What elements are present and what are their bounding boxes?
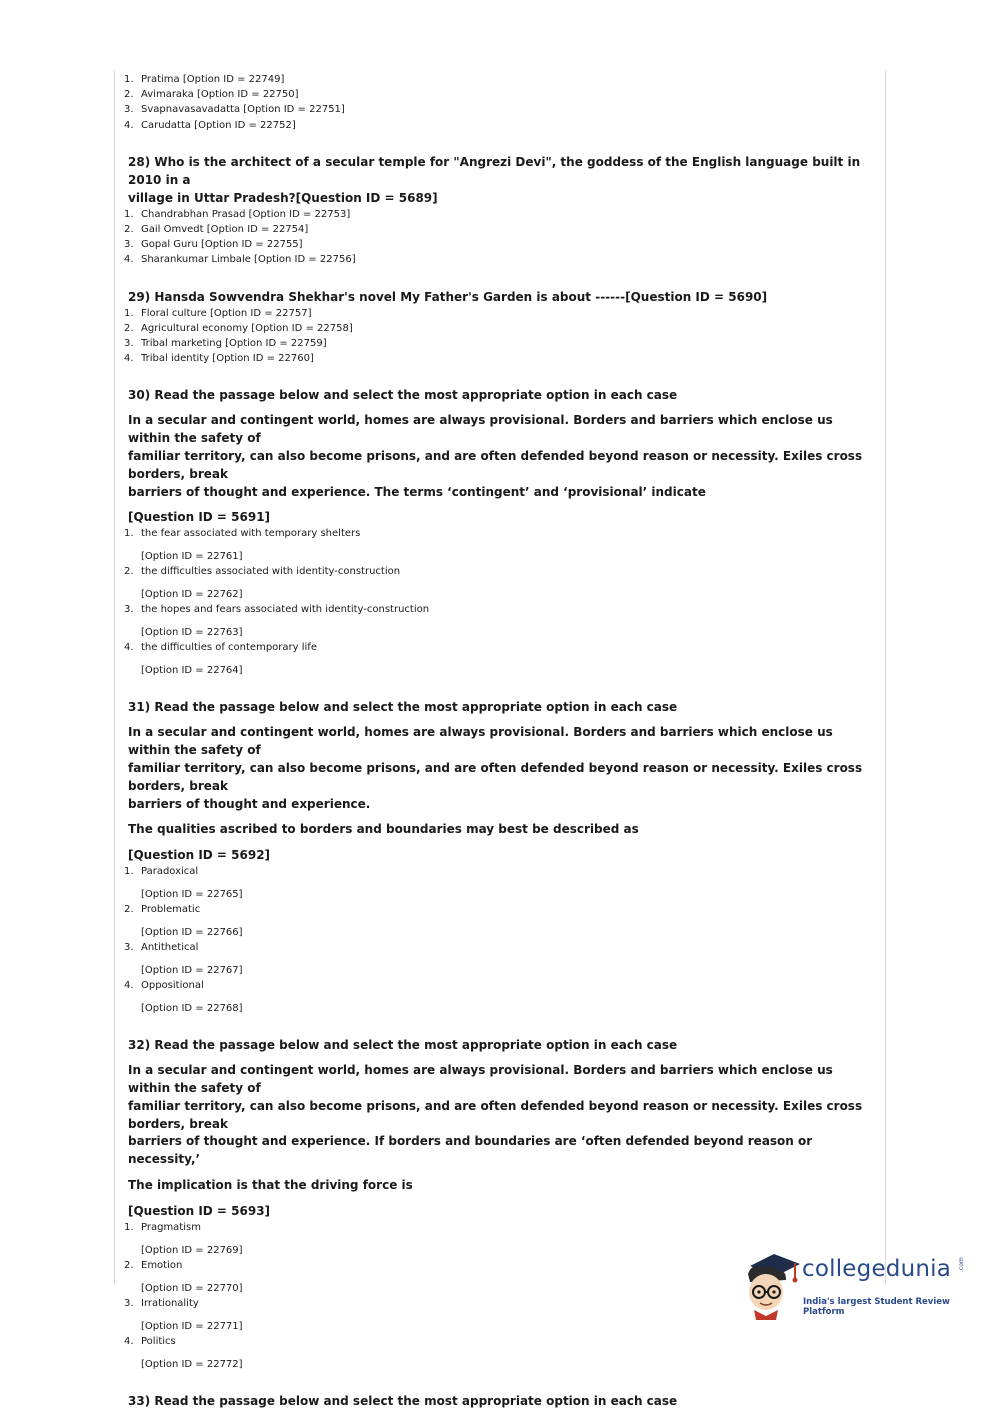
option: 4. the difficulties of contemporary life [Option ID = 22764] (124, 642, 317, 677)
options-list (124, 864, 869, 1016)
prev-question-options (124, 72, 869, 133)
option: 3. Antithetical [Option ID = 22767] (124, 942, 243, 977)
option: 4. Carudatta [Option ID = 22752] (124, 119, 296, 131)
question-30 (124, 386, 869, 678)
option: 2. Problematic [Option ID = 22766] (124, 904, 243, 939)
option: 1. Paradoxical [Option ID = 22765] (124, 866, 243, 901)
collegedunia-logo (742, 1248, 972, 1320)
question-title: 32) Read the passage below and select the most appropriate option in each case (128, 1038, 678, 1053)
document-content (124, 72, 869, 1410)
passage: In a secular and contingent world, homes are always provisional. Borders and barriers which enclose us within the safety of familiar territory, can also become prisons, and are often defended beyond reason or necessity. Exiles cross borders, break barriers of thought and experience. (128, 725, 863, 811)
question-prompt: The implication is that the driving force is (128, 1177, 413, 1192)
option: 1. Pragmatism [Option ID = 22769] (124, 1221, 243, 1256)
option: 3. Gopal Guru [Option ID = 22755] (124, 239, 303, 251)
passage: In a secular and contingent world, homes are always provisional. Borders and barriers which enclose us within the safety of familiar territory, can also become prisons, and are often defended beyond reason or necessity. Exiles cross borders, break barriers of thought and experience. The terms ‘contingent’ and ‘provisional’ indicate (128, 413, 863, 499)
option: 2. the difficulties associated with identity-construction [Option ID = 22762] (124, 566, 401, 601)
question-title: 33) Read the passage below and select the most appropriate option in each case (128, 1393, 678, 1408)
question-28 (124, 153, 869, 268)
question-31 (124, 698, 869, 1016)
options-list (124, 526, 869, 678)
brand-tagline: India's largest Student Review Platform (803, 1297, 950, 1317)
option: 1. the fear associated with temporary shelters [Option ID = 22761] (124, 528, 361, 563)
question-title: 28) Who is the architect of a secular temple for "Angrezi Devi", the goddess of the English language built in 2010 in a village in Uttar Pradesh?[Question ID = 5689] (128, 154, 861, 205)
option: 4. Tribal identity [Option ID = 22760] (124, 353, 314, 365)
mascot-icon (742, 1248, 804, 1320)
question-title: 29) Hansda Sowvendra Shekhar's novel My Father's Garden is about ------[Question ID = 5690] (128, 289, 768, 304)
question-title: 30) Read the passage below and select the most appropriate option in each case (128, 388, 678, 403)
option: 3. Svapnavasavadatta [Option ID = 22751] (124, 104, 345, 116)
option: 2. Gail Omvedt [Option ID = 22754] (124, 224, 309, 236)
passage: In a secular and contingent world, homes are always provisional. Borders and barriers which enclose us within the safety of familiar territory, can also become prisons, and are often defended beyond reason or necessity. Exiles cross borders, break barriers of thought and experience. If borders and boundaries are ‘often defended beyond reason or necessity,’ (128, 1063, 863, 1167)
brand-name: collegedunia (802, 1256, 952, 1282)
option: 4. Politics [Option ID = 22772] (124, 1335, 243, 1370)
option: 3. Irrationality [Option ID = 22771] (124, 1297, 243, 1332)
option: 4. Sharankumar Limbale [Option ID = 22756] (124, 254, 356, 266)
option: 1. Floral culture [Option ID = 22757] (124, 307, 312, 319)
question-id: [Question ID = 5691] (128, 510, 271, 525)
option: 2. Emotion [Option ID = 22770] (124, 1259, 243, 1294)
question-prompt: The qualities ascribed to borders and boundaries may best be described as (128, 822, 639, 837)
brand-suffix: .com (958, 1257, 965, 1272)
question-id: [Question ID = 5692] (128, 848, 271, 863)
question-32 (124, 1036, 869, 1372)
question-33 (124, 1392, 869, 1410)
question-29 (124, 288, 869, 367)
option: 2. Agricultural economy [Option ID = 22758] (124, 322, 353, 334)
question-title: 31) Read the passage below and select the most appropriate option in each case (128, 700, 678, 715)
question-id: [Question ID = 5693] (128, 1203, 271, 1218)
option: 1. Chandrabhan Prasad [Option ID = 22753] (124, 208, 351, 220)
option: 3. the hopes and fears associated with identity-construction [Option ID = 22763] (124, 604, 430, 639)
option: 2. Avimaraka [Option ID = 22750] (124, 89, 299, 101)
option: 3. Tribal marketing [Option ID = 22759] (124, 338, 327, 350)
option: 1. Pratima [Option ID = 22749] (124, 74, 285, 85)
option: 4. Oppositional [Option ID = 22768] (124, 980, 243, 1015)
